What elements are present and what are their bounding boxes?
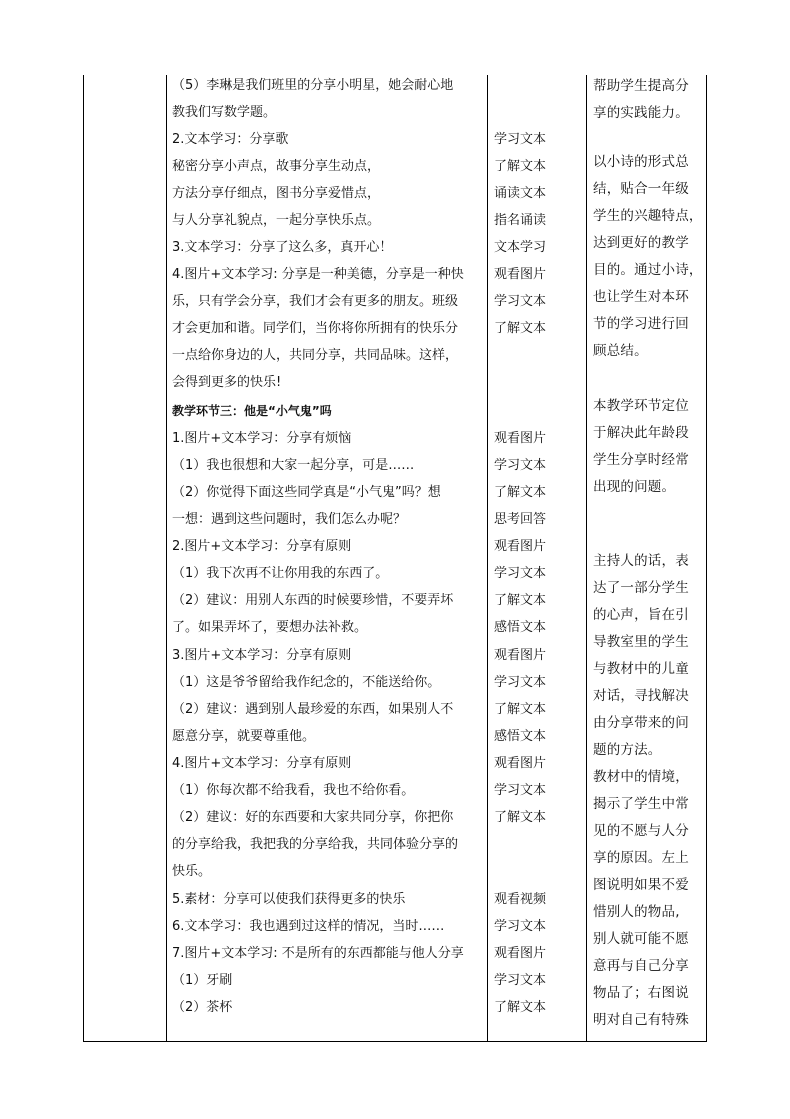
content-line: （2）你觉得下面这些同学真是“小气鬼”吗？想 xyxy=(172,485,441,500)
design-intent-line: 目的。通过小诗， xyxy=(593,262,703,278)
design-intent-line: 达了一部分学生 xyxy=(593,580,689,596)
content-line: 才会更加和谐。同学们，当你将你所拥有的快乐分 xyxy=(172,321,459,336)
content-line: （1）我下次再不让你用我的东西了。 xyxy=(172,566,389,581)
design-intent-line: 以小诗的形式总 xyxy=(593,154,689,170)
content-line: 4.图片+文本学习: 分享是一种美德，分享是一种快 xyxy=(172,267,464,282)
method-line: 学习文本 xyxy=(494,132,547,147)
design-intent-line: 教材中的情境， xyxy=(593,769,689,785)
design-intent-line: 揭示了学生中常 xyxy=(593,796,689,812)
method-line: 感悟文本 xyxy=(494,729,547,744)
design-intent-line: 惜别人的物品, xyxy=(593,904,680,920)
table-divider-3 xyxy=(586,75,587,1041)
design-intent-line: 也让学生对本环 xyxy=(593,289,689,305)
content-line: 教学环节三：他是“小气鬼”吗 xyxy=(172,404,332,418)
design-intent-line: 享的原因。左上 xyxy=(593,850,689,866)
method-line: 了解文本 xyxy=(494,702,547,717)
table-border-right xyxy=(706,75,707,1041)
content-line: 与人分享礼貌点，一起分享快乐点。 xyxy=(172,213,381,228)
content-line: 的分享给我，我把我的分享给我，共同体验分享的 xyxy=(172,837,459,852)
method-line: 学习文本 xyxy=(494,919,547,934)
content-line: （5）李琳是我们班里的分享小明星，她会耐心地 xyxy=(172,78,454,93)
content-line: 7.图片+文本学习: 不是所有的东西都能与他人分享 xyxy=(172,946,464,961)
content-line: （1）我也很想和大家一起分享，可是…… xyxy=(172,458,415,473)
design-intent-line: 结，贴合一年级 xyxy=(593,181,689,197)
design-intent-line: 由分享带来的问 xyxy=(593,715,689,731)
table-divider-2 xyxy=(487,75,488,1041)
design-intent-line: 达到更好的教学 xyxy=(593,235,689,251)
method-line: 学习文本 xyxy=(494,783,547,798)
method-line: 观看图片 xyxy=(494,946,547,961)
content-line: 方法分享仔细点，图书分享爱惜点， xyxy=(172,186,381,201)
design-intent-line: 导教室里的学生 xyxy=(593,634,689,650)
content-line: 3.图片+文本学习：分享有原则 xyxy=(172,648,352,663)
design-intent-line: 题的方法。 xyxy=(593,742,662,758)
method-line: 文本学习 xyxy=(494,240,547,255)
design-intent-line: 学生分享时经常 xyxy=(593,452,689,468)
content-line: 一点给你身边的人，共同分享，共同品味。这样， xyxy=(172,348,459,363)
content-line: （1）这是爷爷留给我作纪念的，不能送给你。 xyxy=(172,675,441,690)
design-intent-line: 本教学环节定位 xyxy=(593,398,689,414)
content-line: 教我们写数学题。 xyxy=(172,105,277,120)
method-line: 了解文本 xyxy=(494,321,547,336)
content-line: 5.素材：分享可以使我们获得更多的快乐 xyxy=(172,892,406,907)
content-line: 2.图片+文本学习：分享有原则 xyxy=(172,539,352,554)
content-line: （2）建议：用别人东西的时候要珍惜，不要弄坏 xyxy=(172,593,454,608)
method-line: 观看图片 xyxy=(494,431,547,446)
content-line: 会得到更多的快乐! xyxy=(172,375,282,390)
design-intent-line: 出现的问题。 xyxy=(593,479,676,495)
content-line: 2.文本学习：分享歌 xyxy=(172,132,289,147)
table-divider-1 xyxy=(166,75,167,1041)
design-intent-line: 享的实践能力。 xyxy=(593,105,689,121)
content-line: 秘密分享小声点，故事分享生动点， xyxy=(172,159,381,174)
method-line: 观看图片 xyxy=(494,267,547,282)
method-line: 了解文本 xyxy=(494,810,547,825)
method-line: 观看图片 xyxy=(494,539,547,554)
content-line: 3.文本学习：分享了这么多，真开心！ xyxy=(172,240,393,255)
design-intent-line: 节的学习进行回 xyxy=(593,316,689,332)
method-line: 了解文本 xyxy=(494,159,547,174)
content-line: （1）你每次都不给我看，我也不给你看。 xyxy=(172,783,415,798)
method-line: 学习文本 xyxy=(494,675,547,690)
content-line: 快乐。 xyxy=(172,864,212,879)
design-intent-line: 主持人的话，表 xyxy=(593,553,689,569)
method-line: 了解文本 xyxy=(494,1000,547,1015)
design-intent-line: 图说明如果不爱 xyxy=(593,877,689,893)
design-intent-line: 与教材中的儿童 xyxy=(593,661,689,677)
design-intent-line: 明对自己有特殊 xyxy=(593,1012,689,1028)
design-intent-line: 的心声，旨在引 xyxy=(593,607,689,623)
content-line: （2）建议：好的东西要和大家共同分享，你把你 xyxy=(172,810,454,825)
content-line: 愿意分享，就要尊重他。 xyxy=(172,729,316,744)
design-intent-line: 对话，寻找解决 xyxy=(593,688,689,704)
design-intent-line: 顾总结。 xyxy=(593,343,648,359)
design-intent-line: 于解决此年龄段 xyxy=(593,425,689,441)
content-line: （2）建议：遇到别人最珍爱的东西，如果别人不 xyxy=(172,702,454,717)
method-line: 学习文本 xyxy=(494,294,547,309)
method-line: 思考回答 xyxy=(494,512,547,527)
design-intent-line: 帮助学生提高分 xyxy=(593,78,689,94)
design-intent-line: 物品了；右图说 xyxy=(593,985,689,1001)
method-line: 学习文本 xyxy=(494,458,547,473)
design-intent-line: 学生的兴趣特点， xyxy=(593,208,703,224)
content-line: 了。如果弄坏了，要想办法补救。 xyxy=(172,620,368,635)
design-intent-line: 见的不愿与人分 xyxy=(593,823,689,839)
table-border-bottom xyxy=(83,1041,707,1042)
method-line: 指名诵读 xyxy=(494,213,547,228)
design-intent-line: 别人就可能不愿 xyxy=(593,931,689,947)
method-line: 了解文本 xyxy=(494,485,547,500)
content-line: 一想：遇到这些问题时，我们怎么办呢？ xyxy=(172,512,407,527)
method-line: 诵读文本 xyxy=(494,186,547,201)
method-line: 了解文本 xyxy=(494,593,547,608)
content-line: 1.图片+文本学习：分享有烦恼 xyxy=(172,431,352,446)
method-line: 观看视频 xyxy=(494,892,547,907)
content-line: （2）茶杯 xyxy=(172,1000,233,1015)
method-line: 观看图片 xyxy=(494,648,547,663)
table-border-left xyxy=(83,75,84,1041)
content-line: （1）牙刷 xyxy=(172,973,233,988)
method-line: 观看图片 xyxy=(494,756,547,771)
content-line: 乐，只有学会分享，我们才会有更多的朋友。班级 xyxy=(172,294,459,309)
content-line: 4.图片+文本学习：分享有原则 xyxy=(172,756,352,771)
method-line: 感悟文本 xyxy=(494,620,547,635)
method-line: 学习文本 xyxy=(494,973,547,988)
method-line: 学习文本 xyxy=(494,566,547,581)
content-line: 6.文本学习：我也遇到过这样的情况，当时…… xyxy=(172,919,445,934)
design-intent-line: 意再与自己分享 xyxy=(593,958,689,974)
